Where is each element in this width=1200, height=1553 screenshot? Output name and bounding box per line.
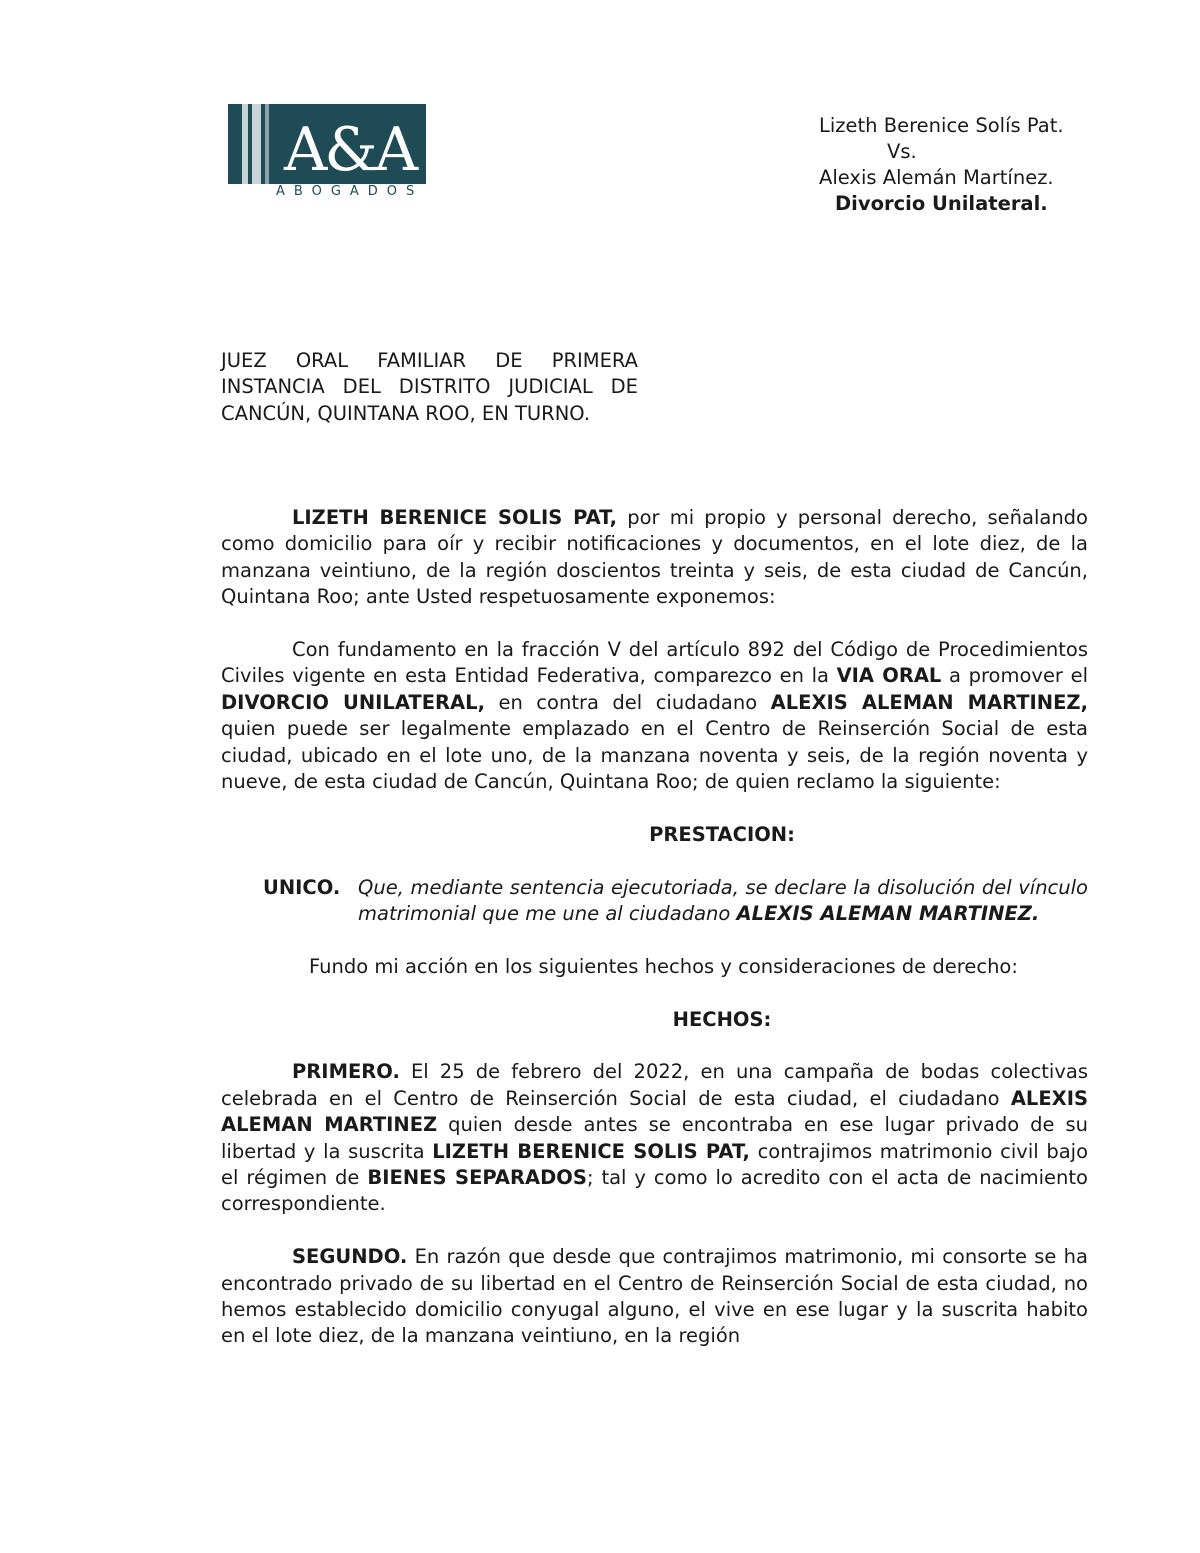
prestacion-heading: PRESTACION: — [649, 822, 795, 846]
unico-item — [221, 875, 1088, 928]
logo-stripe — [242, 104, 248, 184]
fundamento-text: Con fundamento en la fracción V del artículo 892 del Código de Procedimientos Civiles vigente en esta Entidad Federativa, comparezco en la — [221, 638, 1088, 688]
segundo-paragraph — [221, 1244, 1088, 1350]
logo-mark: A&A — [284, 115, 416, 185]
via-oral: VIA ORAL — [836, 664, 942, 688]
fundamento-text: en contra del ciudadano — [484, 690, 771, 714]
document-body — [221, 505, 1088, 1376]
unico-name: ALEXIS ALEMAN MARTINEZ. — [736, 902, 1040, 926]
primero-bold: BIENES SEPARADOS — [367, 1166, 587, 1190]
unico-body: Que, mediante sentencia ejecutoriada, se declare la disolución del vínculo matrimonial que me une al ciudadano — [358, 875, 1088, 926]
logo-subtitle: ABOGADOS — [276, 184, 424, 199]
fundamento-text: quien puede ser legalmente emplazado en el Centro de Reinserción Social de esta ciudad, ubicado en el lote uno, de la manzana noventa y seis, de la región noventa y nueve, de esta ciudad de Cancún, Quintana Roo; de quien reclamo la siguiente: — [221, 717, 1088, 794]
intro-paragraph — [221, 505, 1088, 611]
primero-paragraph — [221, 1059, 1088, 1217]
plaintiff-bold: LIZETH BERENICE SOLIS PAT, — [292, 506, 618, 529]
unico-label: UNICO. — [263, 875, 341, 899]
primero-text: quien desde antes se encontraba en ese lugar privado de su libertad y la suscrita — [221, 1113, 1088, 1163]
logo-stripe — [252, 104, 261, 184]
primero-text: El 25 de febrero del 2022, en una campaña de bodas colectivas celebrada en el Centro de Reinserción Social de esta ciudad, el ciudadano — [221, 1060, 1088, 1110]
case-type: Divorcio Unilateral. — [835, 192, 1048, 215]
primero-text: contrajimos matrimonio civil bajo el régimen de — [221, 1139, 1089, 1190]
primero-bold: ALEXIS ALEMAN MARTINEZ — [221, 1086, 1088, 1137]
fundamento-paragraph — [221, 637, 1088, 795]
fundo-line: Fundo mi acción en los siguientes hechos y consideraciones de derecho: — [309, 954, 1018, 978]
defendant-bold: ALEXIS ALEMAN MARTINEZ, — [770, 690, 1088, 714]
segundo-text: En razón que desde que contrajimos matrimonio, mi consorte se ha encontrado privado de su libertad en el Centro de Reinserción Social de esta ciudad, no hemos establecido domicilio conyugal alguno, el vive en ese lugar y la suscrita habito en el lote diez, de la manzana veintiuno, en la región — [221, 1245, 1088, 1348]
logo-stripe — [265, 104, 269, 184]
unico-text — [358, 875, 1088, 928]
primero-bold: LIZETH BERENICE SOLIS PAT, — [432, 1139, 750, 1163]
divorcio-unilateral: DIVORCIO UNILATERAL, — [221, 690, 485, 714]
addressee: JUEZ ORAL FAMILIAR DE PRIMERA INSTANCIA DEL DISTRITO JUDICIAL DE CANCÚN, QUINTANA ROO, EN TURNO. — [221, 349, 638, 425]
plaintiff-name: Lizeth Berenice Solís Pat. — [819, 114, 1064, 137]
versus-label: Vs. — [887, 140, 917, 163]
segundo-label: SEGUNDO. — [292, 1245, 408, 1269]
case-header — [819, 113, 1119, 217]
hechos-heading: HECHOS: — [672, 1007, 772, 1031]
firm-logo — [228, 104, 428, 204]
defendant-name: Alexis Alemán Martínez. — [819, 166, 1054, 189]
fundamento-text: a promover el — [941, 664, 1089, 688]
intro-text: por mi propio y personal derecho, señalando como domicilio para oír y recibir notificaciones y documentos, en el lote diez, de la manzana veintiuno, de la región doscientos treinta y seis, de esta ciudad de Cancún, Quintana Roo; ante Usted respetuosamente exponemos: — [221, 506, 1088, 609]
primero-text: ; tal y como lo acredito con el acta de nacimiento correspondiente. — [221, 1166, 1088, 1216]
primero-label: PRIMERO. — [292, 1060, 400, 1084]
